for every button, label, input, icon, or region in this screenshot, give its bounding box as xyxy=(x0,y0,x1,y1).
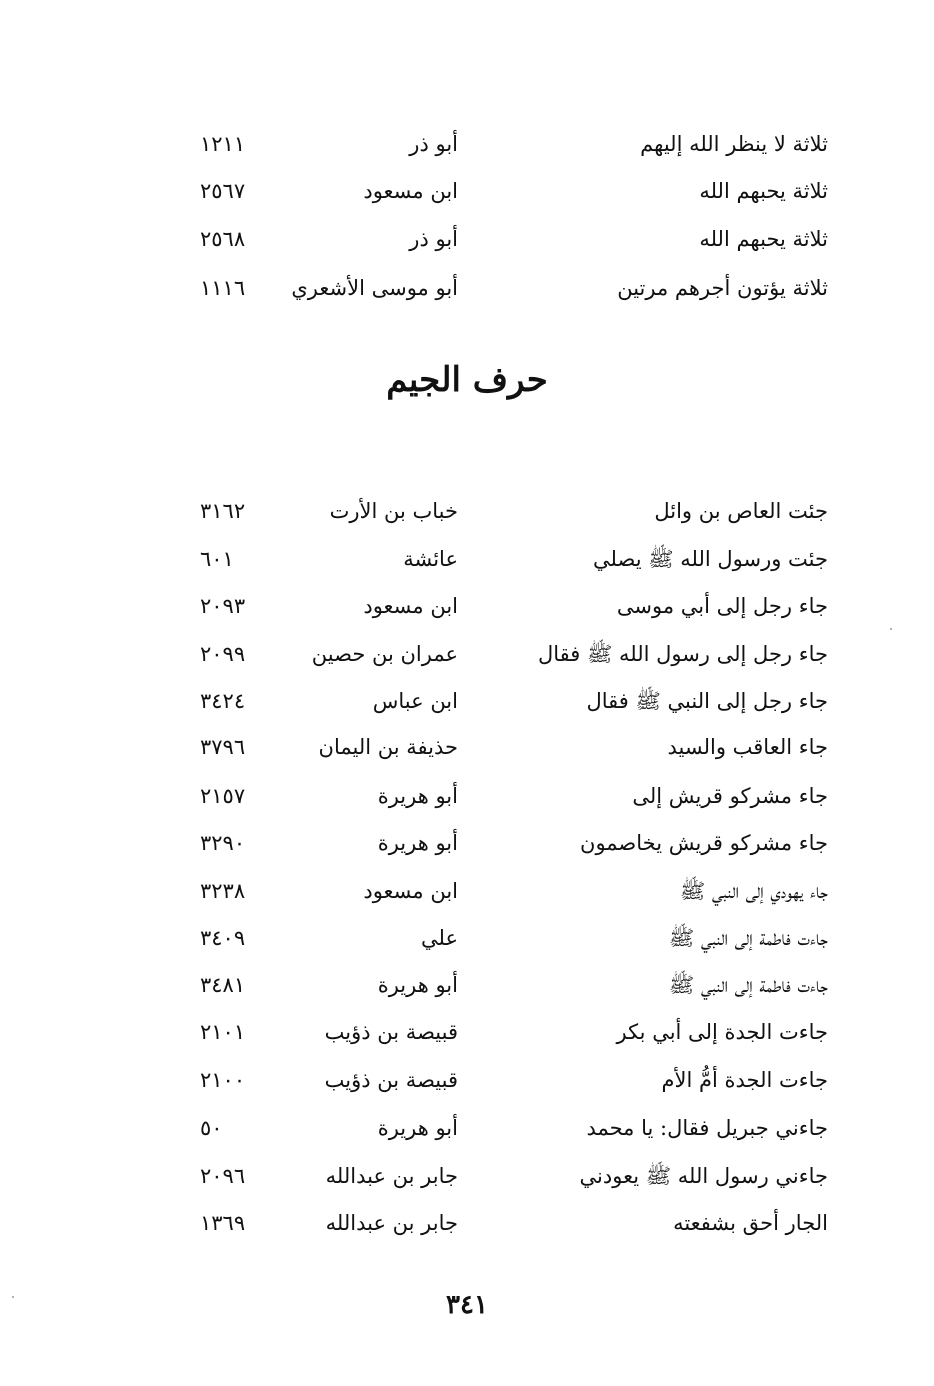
entry-number: ٣٢٩٠ xyxy=(200,831,246,855)
entry-text: جاءني جبريل فقال: يا محمد xyxy=(586,1116,828,1140)
entry-text: جاءت الجدة إلى أبي بكر xyxy=(616,1020,828,1044)
index-entry xyxy=(0,586,934,626)
index-entry xyxy=(0,171,934,211)
entry-number: ٣٤٨١ xyxy=(200,973,246,997)
entry-text: ثلاثة يحبهم الله xyxy=(699,227,828,251)
entry-number: ٣٤٠٩ xyxy=(200,926,246,950)
entry-text: جاءني رسول الله ﷺ يعودني xyxy=(579,1164,828,1188)
index-entry xyxy=(0,124,934,164)
entry-text: جاءت فاطمة إلى النبي ﷺ xyxy=(668,926,828,950)
entry-text: جئت ورسول الله ﷺ يصلي xyxy=(593,547,828,571)
entry-narrator: ابن مسعود xyxy=(363,879,458,903)
entry-number: ٣٤٢٤ xyxy=(200,689,246,713)
entry-narrator: أبو هريرة xyxy=(377,1116,458,1140)
entry-narrator: ابن مسعود xyxy=(363,179,458,203)
entry-narrator: أبو هريرة xyxy=(377,973,458,997)
entry-number: ٣٢٣٨ xyxy=(200,879,246,903)
entry-text: جئت العاص بن وائل xyxy=(654,499,828,523)
entry-narrator: جابر بن عبدالله xyxy=(325,1164,458,1188)
entry-number: ١١١٦ xyxy=(200,276,246,300)
entry-text: ثلاثة لا ينظر الله إليهم xyxy=(640,132,828,156)
index-entry xyxy=(0,219,934,259)
index-entry xyxy=(0,918,934,958)
entry-number: ١٢١١ xyxy=(200,132,246,156)
page-number: ٣٤١ xyxy=(446,1290,488,1320)
index-entry xyxy=(0,1060,934,1100)
entry-number: ٢٠٩٣ xyxy=(200,594,246,618)
entry-text: ثلاثة يحبهم الله xyxy=(699,179,828,203)
entry-number: ٢١٠١ xyxy=(200,1020,246,1044)
entry-text: جاء العاقب والسيد xyxy=(667,735,828,759)
entry-narrator: أبو هريرة xyxy=(377,831,458,855)
entry-narrator: علي xyxy=(421,926,458,950)
entry-number: ٢٠٩٩ xyxy=(200,642,246,666)
entry-narrator: عائشة xyxy=(403,547,458,571)
entry-narrator: ابن مسعود xyxy=(363,594,458,618)
scan-speck xyxy=(890,628,892,630)
entry-text: جاءت الجدة أمُّ الأم xyxy=(661,1068,828,1092)
entry-number: ٢١٠٠ xyxy=(200,1068,246,1092)
entry-text: جاء رجل إلى أبي موسى xyxy=(616,594,828,618)
entry-number: ٢٥٦٨ xyxy=(200,227,246,251)
entry-number: ٢١٥٧ xyxy=(200,784,246,808)
entry-number: ٦٠١ xyxy=(200,547,234,571)
index-entry xyxy=(0,871,934,911)
entry-number: ٥٠ xyxy=(200,1116,223,1140)
entry-narrator: أبو ذر xyxy=(409,227,458,251)
entry-number: ٣٧٩٦ xyxy=(200,735,246,759)
entry-narrator: جابر بن عبدالله xyxy=(325,1211,458,1235)
entry-text: جاء مشركو قريش إلى xyxy=(632,784,828,808)
entry-number: ٢٥٦٧ xyxy=(200,179,246,203)
scan-speck xyxy=(12,1296,14,1298)
entry-number: ٢٠٩٦ xyxy=(200,1164,246,1188)
index-entry xyxy=(0,1108,934,1148)
index-entry xyxy=(0,681,934,721)
index-entry xyxy=(0,634,934,674)
entry-narrator: عمران بن حصين xyxy=(311,642,458,666)
entry-narrator: ابن عباس xyxy=(372,689,458,713)
entry-text: الجار أحق بشفعته xyxy=(673,1211,828,1235)
index-entry xyxy=(0,491,934,531)
index-entry xyxy=(0,1156,934,1196)
entry-narrator: أبو هريرة xyxy=(377,784,458,808)
entry-text: جاء يهودي إلى النبي ﷺ xyxy=(679,879,828,903)
entry-text: جاءت فاطمة إلى النبي ﷺ xyxy=(668,973,828,997)
entry-narrator: قبيصة بن ذؤيب xyxy=(324,1068,458,1092)
entry-number: ١٣٦٩ xyxy=(200,1211,246,1235)
index-entry xyxy=(0,965,934,1005)
entry-text: ثلاثة يؤتون أجرهم مرتين xyxy=(617,276,828,300)
entry-text: جاء رجل إلى رسول الله ﷺ فقال xyxy=(537,642,828,666)
entry-narrator: قبيصة بن ذؤيب xyxy=(324,1020,458,1044)
index-entry xyxy=(0,776,934,816)
index-entry xyxy=(0,268,934,308)
index-entry xyxy=(0,1012,934,1052)
index-entry xyxy=(0,727,934,767)
entry-text: جاء رجل إلى النبي ﷺ فقال xyxy=(586,689,828,713)
index-entry xyxy=(0,1203,934,1243)
section-title: حرف الجيم xyxy=(386,360,548,400)
entry-text: جاء مشركو قريش يخاصمون xyxy=(580,831,828,855)
index-entry xyxy=(0,823,934,863)
entry-narrator: حذيفة بن اليمان xyxy=(318,735,458,759)
entry-number: ٣١٦٢ xyxy=(200,499,246,523)
index-entry xyxy=(0,539,934,579)
entry-narrator: خباب بن الأرت xyxy=(329,499,458,523)
entry-narrator: أبو ذر xyxy=(409,132,458,156)
entry-narrator: أبو موسى الأشعري xyxy=(291,276,458,300)
